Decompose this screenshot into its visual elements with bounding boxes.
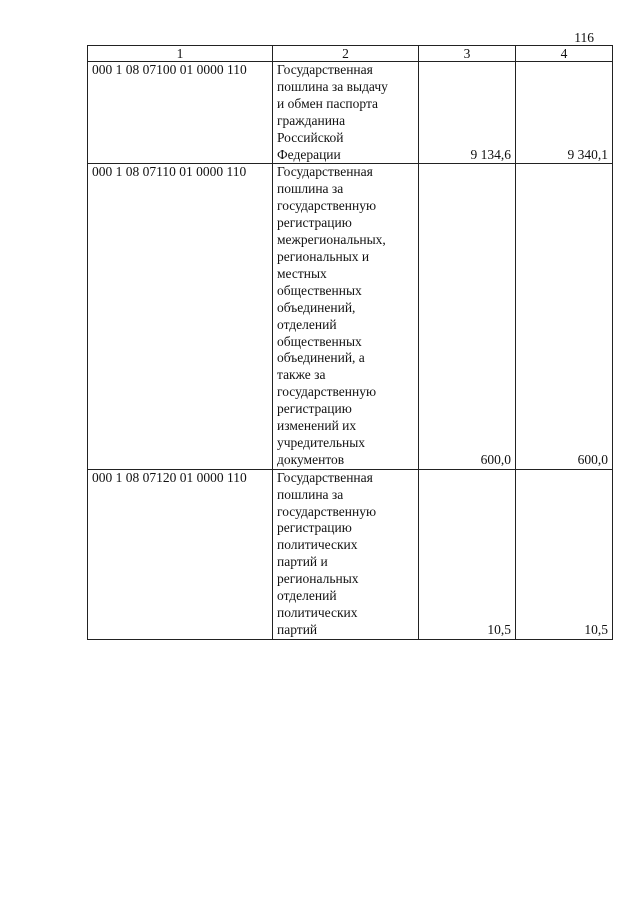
header-row: [88, 46, 613, 62]
description-line: пошлина за: [277, 181, 344, 197]
value-column-4: 10,5: [516, 469, 613, 639]
description-line: Государственная: [277, 164, 373, 180]
description-line: пошлина за: [277, 486, 344, 502]
description-line: изменений их: [277, 418, 357, 434]
value-column-3: 10,5: [419, 469, 516, 639]
description-line: региональных и: [277, 248, 370, 264]
description-line: объединений,: [277, 299, 356, 315]
budget-code: 000 1 08 07100 01 0000 110: [88, 62, 273, 164]
description-line: документов: [277, 451, 345, 467]
description-line: регистрацию: [277, 215, 352, 231]
description-line: пошлина за выдачу: [277, 78, 388, 94]
budget-code: 000 1 08 07110 01 0000 110: [88, 164, 273, 469]
description-line: гражданина: [277, 112, 346, 128]
description-line: регистрацию: [277, 401, 352, 417]
description-line: Государственная: [277, 62, 373, 77]
page-number: 116: [574, 30, 594, 45]
description-line: общественных: [277, 282, 362, 298]
description-line: регистрацию: [277, 520, 352, 536]
description-line: и обмен паспорта: [277, 95, 379, 111]
value-column-4: 9 340,1: [516, 62, 613, 164]
table-row: [88, 164, 613, 469]
description-line: общественных: [277, 333, 362, 349]
description-line: региональных: [277, 571, 359, 587]
description-line: объединений, а: [277, 350, 365, 366]
description-line: также за: [277, 367, 326, 383]
description-line: Российской: [277, 129, 344, 145]
description-line: политических: [277, 605, 358, 620]
column-number-4: 4: [516, 46, 613, 62]
value-column-4: 600,0: [516, 164, 613, 469]
description-line: отделений: [277, 588, 337, 604]
table-row: [88, 62, 613, 164]
description-line: партий и: [277, 554, 328, 570]
value-column-3: 600,0: [419, 164, 516, 469]
description-line: государственную: [277, 384, 377, 400]
value-column-3: 9 134,6: [419, 62, 516, 164]
budget-code: 000 1 08 07120 01 0000 110: [88, 469, 273, 639]
column-number-2: 2: [273, 46, 419, 62]
table-row: [88, 469, 613, 639]
description-line: учредительных: [277, 434, 366, 450]
description: [273, 469, 419, 639]
description-line: местных: [277, 265, 327, 281]
description-line: политических: [277, 537, 358, 553]
description-line: государственную: [277, 198, 377, 214]
budget-table: [87, 45, 613, 640]
description-line: отделений: [277, 316, 337, 332]
description-line: Федерации: [277, 146, 341, 162]
description: [273, 62, 419, 164]
description-line: Государственная: [277, 469, 373, 485]
description: [273, 164, 419, 469]
description-line: межрегиональных,: [277, 232, 386, 248]
description-line: партий: [277, 621, 318, 637]
column-number-1: 1: [88, 46, 273, 62]
description-line: государственную: [277, 503, 377, 519]
column-number-3: 3: [419, 46, 516, 62]
